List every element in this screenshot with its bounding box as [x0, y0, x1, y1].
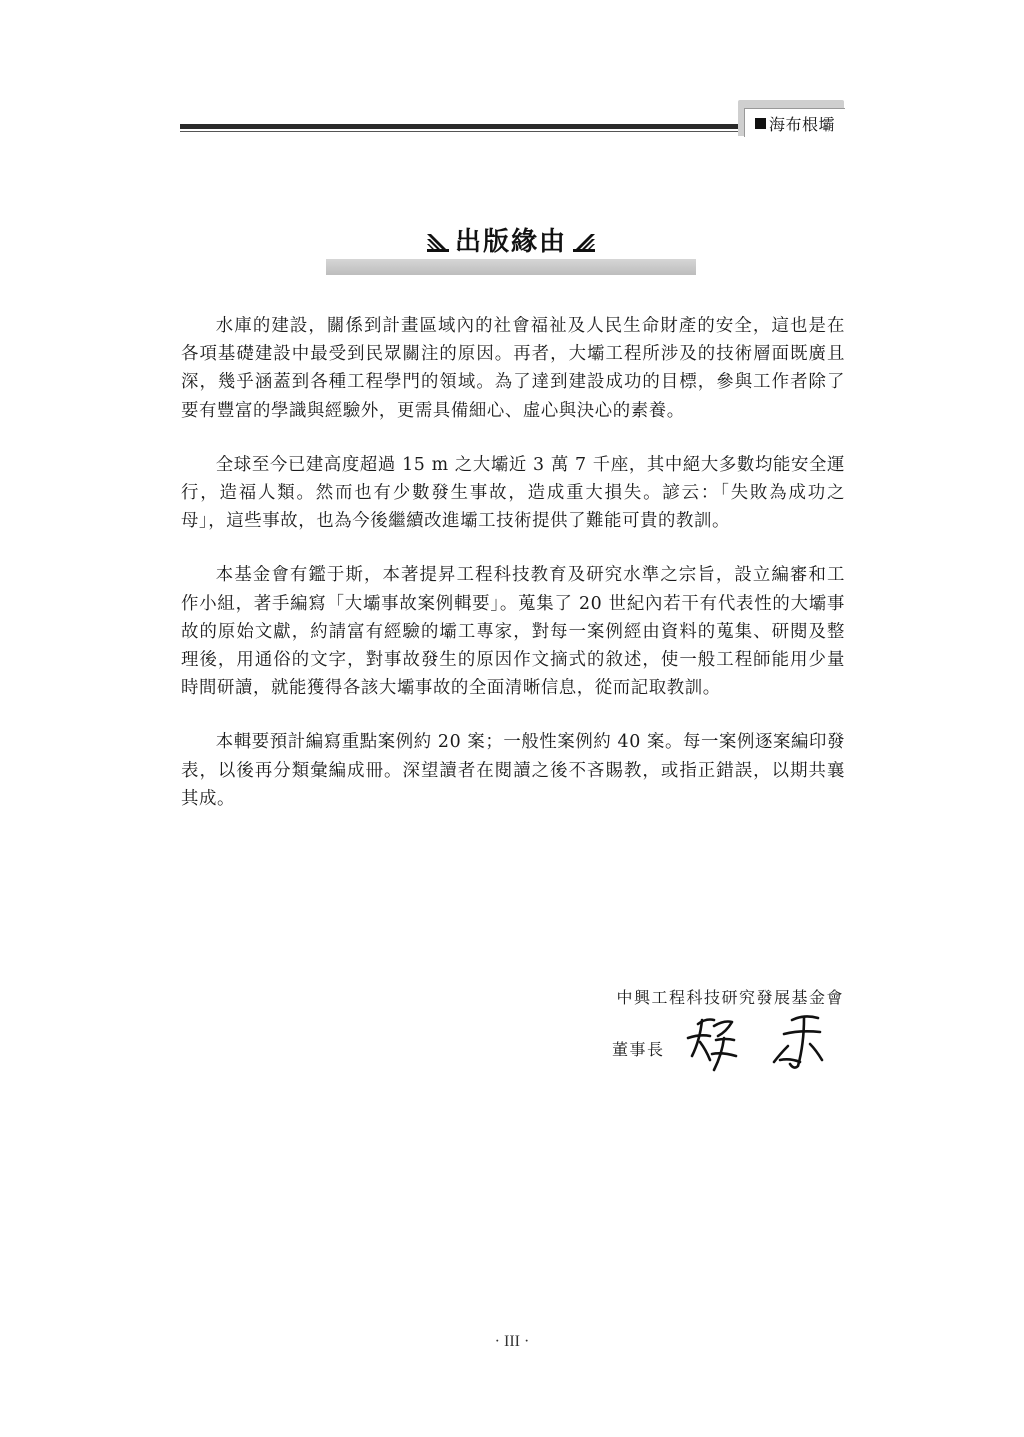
header-tab: [744, 108, 845, 137]
right-slash-ornament-icon: [573, 234, 595, 252]
organization-name: 中興工程科技研究發展基金會: [616, 988, 844, 1007]
title-block: [326, 222, 696, 276]
chairman-label: 董事長: [612, 1040, 665, 1059]
paragraph-3: 本基金會有鑑于斯，本著提昇工程科技教育及研究水準之宗旨，設立編審和工作小組，著手編寫「大壩事故案例輯要」。蒐集了 20 世紀內若干有代表性的大壩事故的原始文獻，約請富有經驗的壩工專家，對每一案例經由資料的蒐集、研閱及整理後，用通俗的文字，對事故發生的原因作文摘式的敘述，使一般工程師能用少量時間研讀，就能獲得各該大壩事故的全面清晰信息，從而記取教訓。: [181, 565, 845, 699]
header-rule: [180, 124, 740, 129]
paragraph-2: 全球至今已建高度超過 15 m 之大壩近 3 萬 7 千座，其中絕大多數均能安全運行，造福人類。然而也有少數發生事故，造成重大損失。諺云：「失敗為成功之母」，這些事故，也為今後繼續改進壩工技術提供了難能可貴的教訓。: [181, 454, 845, 532]
page-title-row: [326, 222, 696, 262]
page-title: 出版緣由: [454, 227, 567, 257]
page-number: · III ·: [494, 1333, 530, 1350]
header-rule-thin: [180, 131, 740, 132]
handwritten-signature: [680, 1010, 840, 1076]
header-tab-label: 海布根壩: [768, 114, 835, 134]
left-slash-ornament-icon: [427, 234, 449, 252]
body-text: [181, 312, 845, 839]
paragraph-1: 水庫的建設，關係到計畫區域內的社會福祉及人民生命財產的安全，這也是在各項基礎建設中最受到民眾關注的原因。再者，大壩工程所涉及的技術層面既廣且深，幾乎涵蓋到各種工程學門的領域。為了達到建設成功的目標，參與工作者除了要有豐富的學識與經驗外，更需具備細心、虛心與決心的素養。: [181, 316, 845, 421]
paragraph-4: 本輯要預計編寫重點案例約 20 案；一般性案例約 40 案。每一案例逐案編印發表，以後再分類彙編成冊。深望讀者在閱讀之後不吝賜教，或指正錯誤，以期共襄其成。: [181, 732, 845, 809]
square-bullet-icon: [755, 118, 766, 129]
